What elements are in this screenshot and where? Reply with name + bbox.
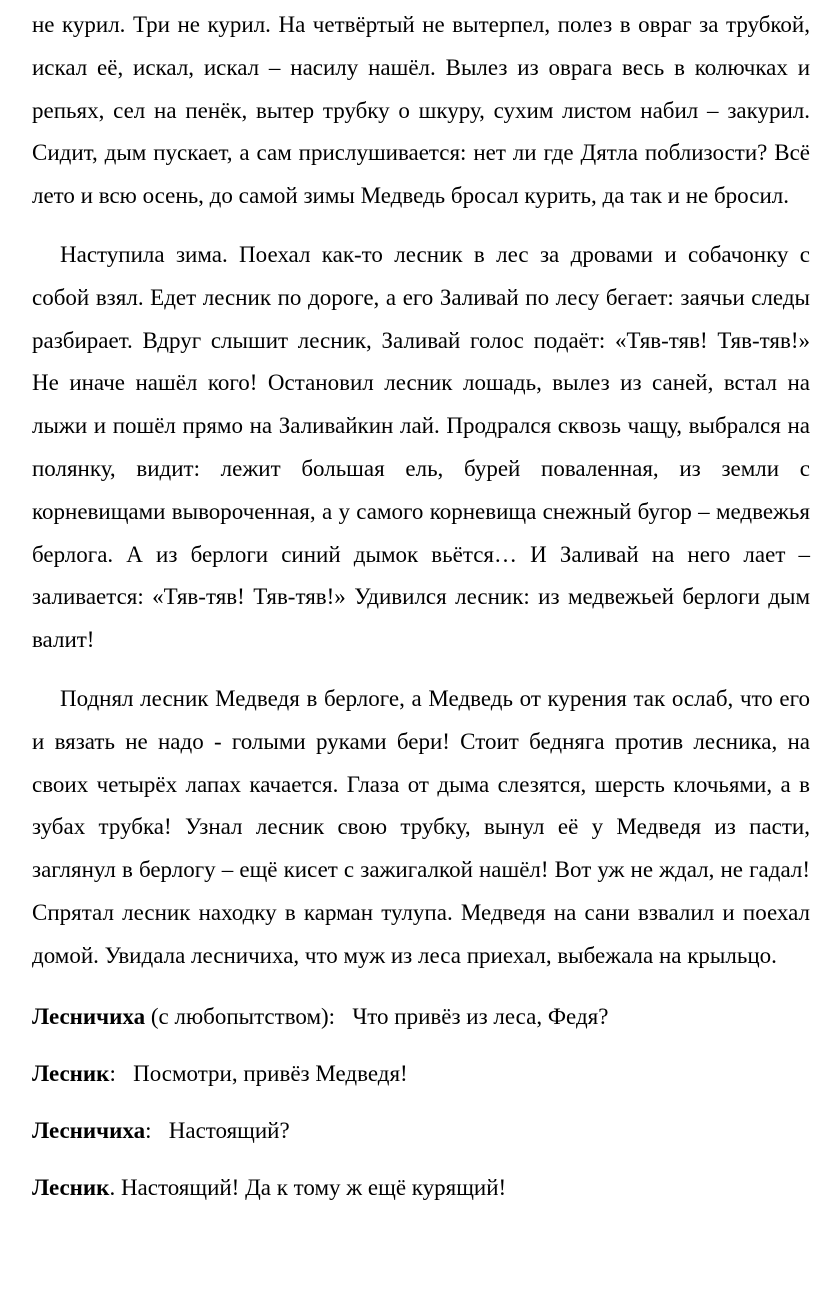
paragraph-2: Наступила зима. Поехал как-то лесник в лес за дровами и собачонку с собой взял. Едет лесник по дороге, а его Заливай по лесу бегает: заячьи следы разбирает. Вдруг слышит лесник, Заливай голос подаёт: «Тяв-тяв! Тяв-тяв!» Не иначе нашёл кого! Остановил лесник лошадь, вылез из саней, встал на лыжи и пошёл прямо на Заливайкин лай. Продрался сквозь чащу, выбрался на полянку, видит: лежит большая ель, бурей поваленная, из земли с корневищами вывороченная, а у самого корневища снежный бугор – медвежья берлога. А из берлоги синий дымок вьётся… И Заливай на него лает – заливается: «Тяв-тяв! Тяв-тяв!» Удивился лесник: из медвежьей берлоги дым валит! xyxy=(32,241,810,653)
stage-remark: (с любопытством): xyxy=(145,1003,336,1029)
dialogue-line-4 xyxy=(32,1173,810,1203)
dialogue-line-2 xyxy=(32,1059,810,1089)
spoken-line: Посмотри, привёз Медведя! xyxy=(115,1060,408,1086)
dialogue-line-1 xyxy=(32,1002,810,1032)
speaker-name: Лесник xyxy=(32,1174,110,1200)
paragraph-3: Поднял лесник Медведя в берлоге, а Медведь от курения так ослаб, что его и вязать не надо - голыми руками бери! Стоит бедняга против лесника, на своих четырёх лапах качается. Глаза от дыма слезятся, шерсть клочьями, а в зубах трубка! Узнал лесник свою трубку, вынул её у Медведя из пасти, заглянул в берлогу – ещё кисет с зажигалкой нашёл! Вот уж не ждал, не гадал! Спрятал лесник находку в карман тулупа. Медведя на сани взвалил и поехал домой. Увидала лесничиха, что муж из леса приехал, выбежала на крыльцо. xyxy=(32,685,810,968)
spoken-line: Что привёз из леса, Федя? xyxy=(335,1003,609,1029)
speaker-name: Лесник xyxy=(32,1060,110,1086)
speaker-name: Лесничиха xyxy=(32,1117,146,1143)
speaker-separator: . xyxy=(109,1174,116,1200)
speaker-separator: : xyxy=(109,1060,116,1086)
paragraph-1: не курил. Три не курил. На четвёртый не вытерпел, полез в овраг за трубкой, искал её, искал, искал – насилу нашёл. Вылез из оврага весь в колючках и репьях, сел на пенёк, вытер трубку о шкуру, сухим листом набил – закурил. Сидит, дым пускает, а сам прислушивается: нет ли где Дятла поблизости? Всё лето и всю осень, до самой зимы Медведь бросал курить, да так и не бросил. xyxy=(32,12,810,209)
spoken-line: Настоящий! Да к тому ж ещё курящий! xyxy=(115,1174,507,1200)
speaker-name: Лесничиха xyxy=(32,1003,146,1029)
dialogue-line-3 xyxy=(32,1116,810,1146)
spoken-line: Настоящий? xyxy=(151,1117,290,1143)
speaker-separator: : xyxy=(145,1117,152,1143)
